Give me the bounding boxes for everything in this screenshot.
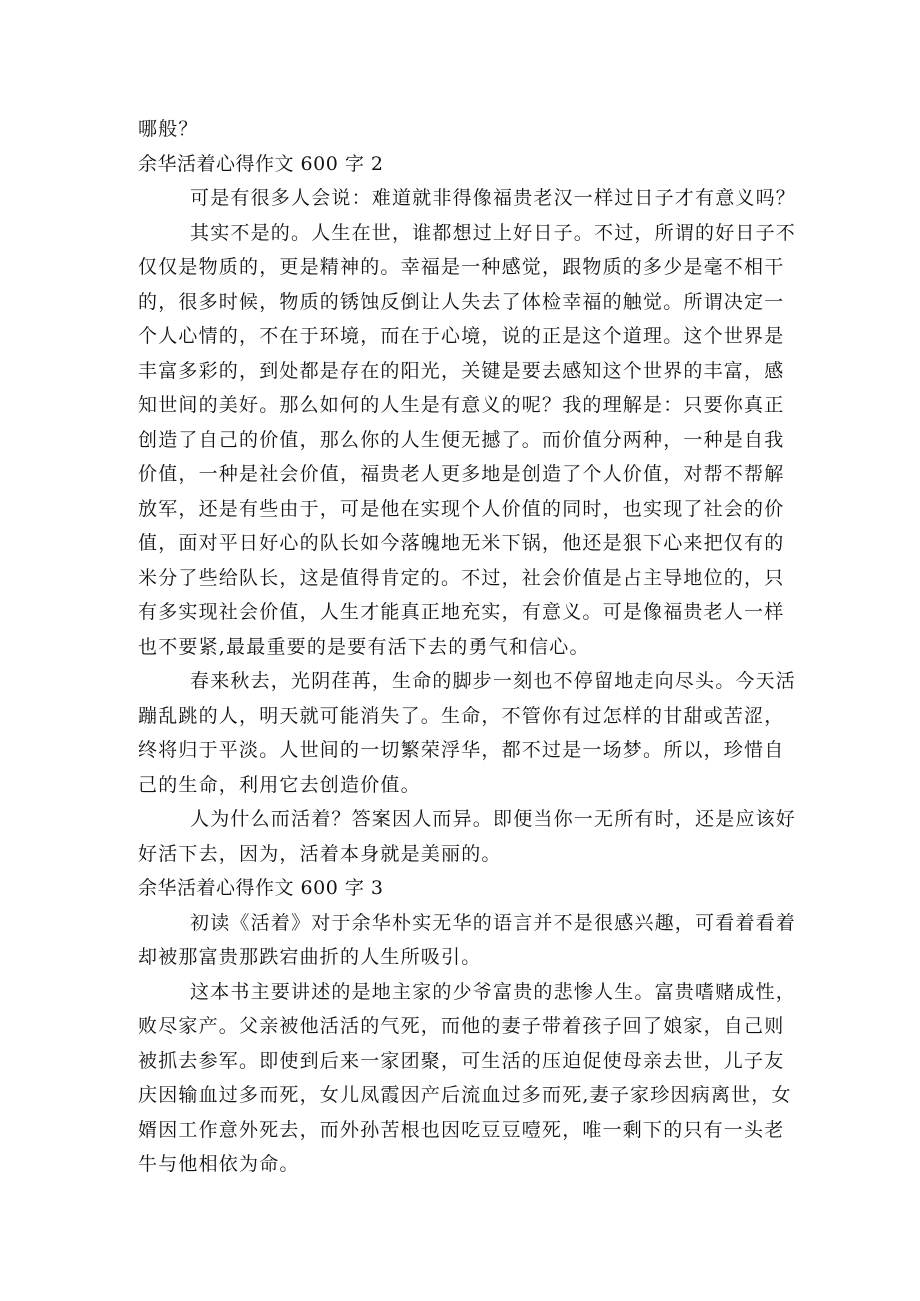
text-line: 败尽家产。父亲被他活活的气死，而他的妻子带着孩子回了娘家，自己则 [138, 1015, 785, 1037]
text-line: 终将归于平淡。人世间的一切繁荣浮华，都不过是一场梦。所以，珍惜自 [138, 739, 785, 761]
text-line: 婿因工作意外死去，而外孙苦根也因吃豆豆噎死，唯一剩下的只有一头老 [138, 1118, 785, 1141]
text-line: 己的生命，利用它去创造价值。 [138, 773, 421, 796]
text-line: 可是有很多人会说：难道就非得像福贵老汉一样过日子才有意义吗？ [190, 187, 797, 209]
text-line: 的，很多时候，物质的锈蚀反倒让人失去了体检幸福的触觉。所谓决定一 [138, 290, 785, 313]
text-line: 其实不是的。人生在世，谁都想过上好日子。不过，所谓的好日子不 [190, 221, 797, 244]
text-line: 初读《活着》对于余华朴实无华的语言并不是很感兴趣，可看着看着 [190, 911, 797, 934]
text-line: 庆因输血过多而死，女儿凤霞因产后流血过多而死,妻子家珍因病离世，女 [138, 1084, 792, 1106]
text-line: 却被那富贵那跌宕曲折的人生所吸引。 [138, 946, 482, 968]
text-line: 被抓去参军。即使到后来一家团聚，可生活的压迫促使母亲去世，儿子友 [138, 1049, 785, 1072]
text-line: 好活下去，因为，活着本身就是美丽的。 [138, 842, 502, 865]
text-line: 仅仅是物质的，更是精神的。幸福是一种感觉，跟物质的多少是毫不相干 [138, 256, 785, 278]
section-heading: 余华活着心得作文 600 字 2 [138, 152, 384, 175]
text-line: 米分了些给队长，这是值得肯定的。不过，社会价值是占主导地位的，只 [138, 566, 785, 589]
text-line: 创造了自己的价值，那么你的人生便无撼了。而价值分两种，一种是自我 [138, 428, 785, 451]
text-line: 也不要紧,最最重要的是要有活下去的勇气和信心。 [138, 635, 590, 658]
text-line: 丰富多彩的，到处都是存在的阳光，关键是要去感知这个世界的丰富，感 [138, 359, 785, 382]
text-line: 个人心情的，不在于环境，而在于心境，说的正是这个道理。这个世界是 [138, 325, 785, 347]
article-body [138, 112, 797, 1182]
text-line: 值，面对平日好心的队长如今落魄地无米下锅，他还是狠下心来把仅有的 [138, 532, 785, 554]
text-line: 哪般？ [138, 118, 199, 140]
text-line: 这本书主要讲述的是地主家的少爷富贵的悲惨人生。富贵嗜赌成性， [190, 980, 797, 1003]
text-line: 人为什么而活着？答案因人而异。即便当你一无所有时，还是应该好 [190, 808, 797, 830]
text-line: 春来秋去，光阴荏苒，生命的脚步一刻也不停留地走向尽头。今天活 [190, 670, 797, 692]
text-line: 放军，还是有些由于，可是他在实现个人价值的同时，也实现了社会的价 [138, 497, 785, 520]
text-line: 价值，一种是社会价值，福贵老人更多地是创造了个人价值，对帮不帮解 [138, 463, 785, 485]
text-line: 蹦乱跳的人，明天就可能消失了。生命，不管你有过怎样的甘甜或苦涩， [138, 704, 785, 727]
text-line: 有多实现社会价值，人生才能真正地充实，有意义。可是像福贵老人一样 [138, 601, 785, 623]
text-line: 知世间的美好。那么如何的人生是有意义的呢？我的理解是：只要你真正 [138, 394, 785, 416]
text-line: 牛与他相依为命。 [138, 1153, 300, 1175]
section-heading: 余华活着心得作文 600 字 3 [138, 877, 384, 899]
